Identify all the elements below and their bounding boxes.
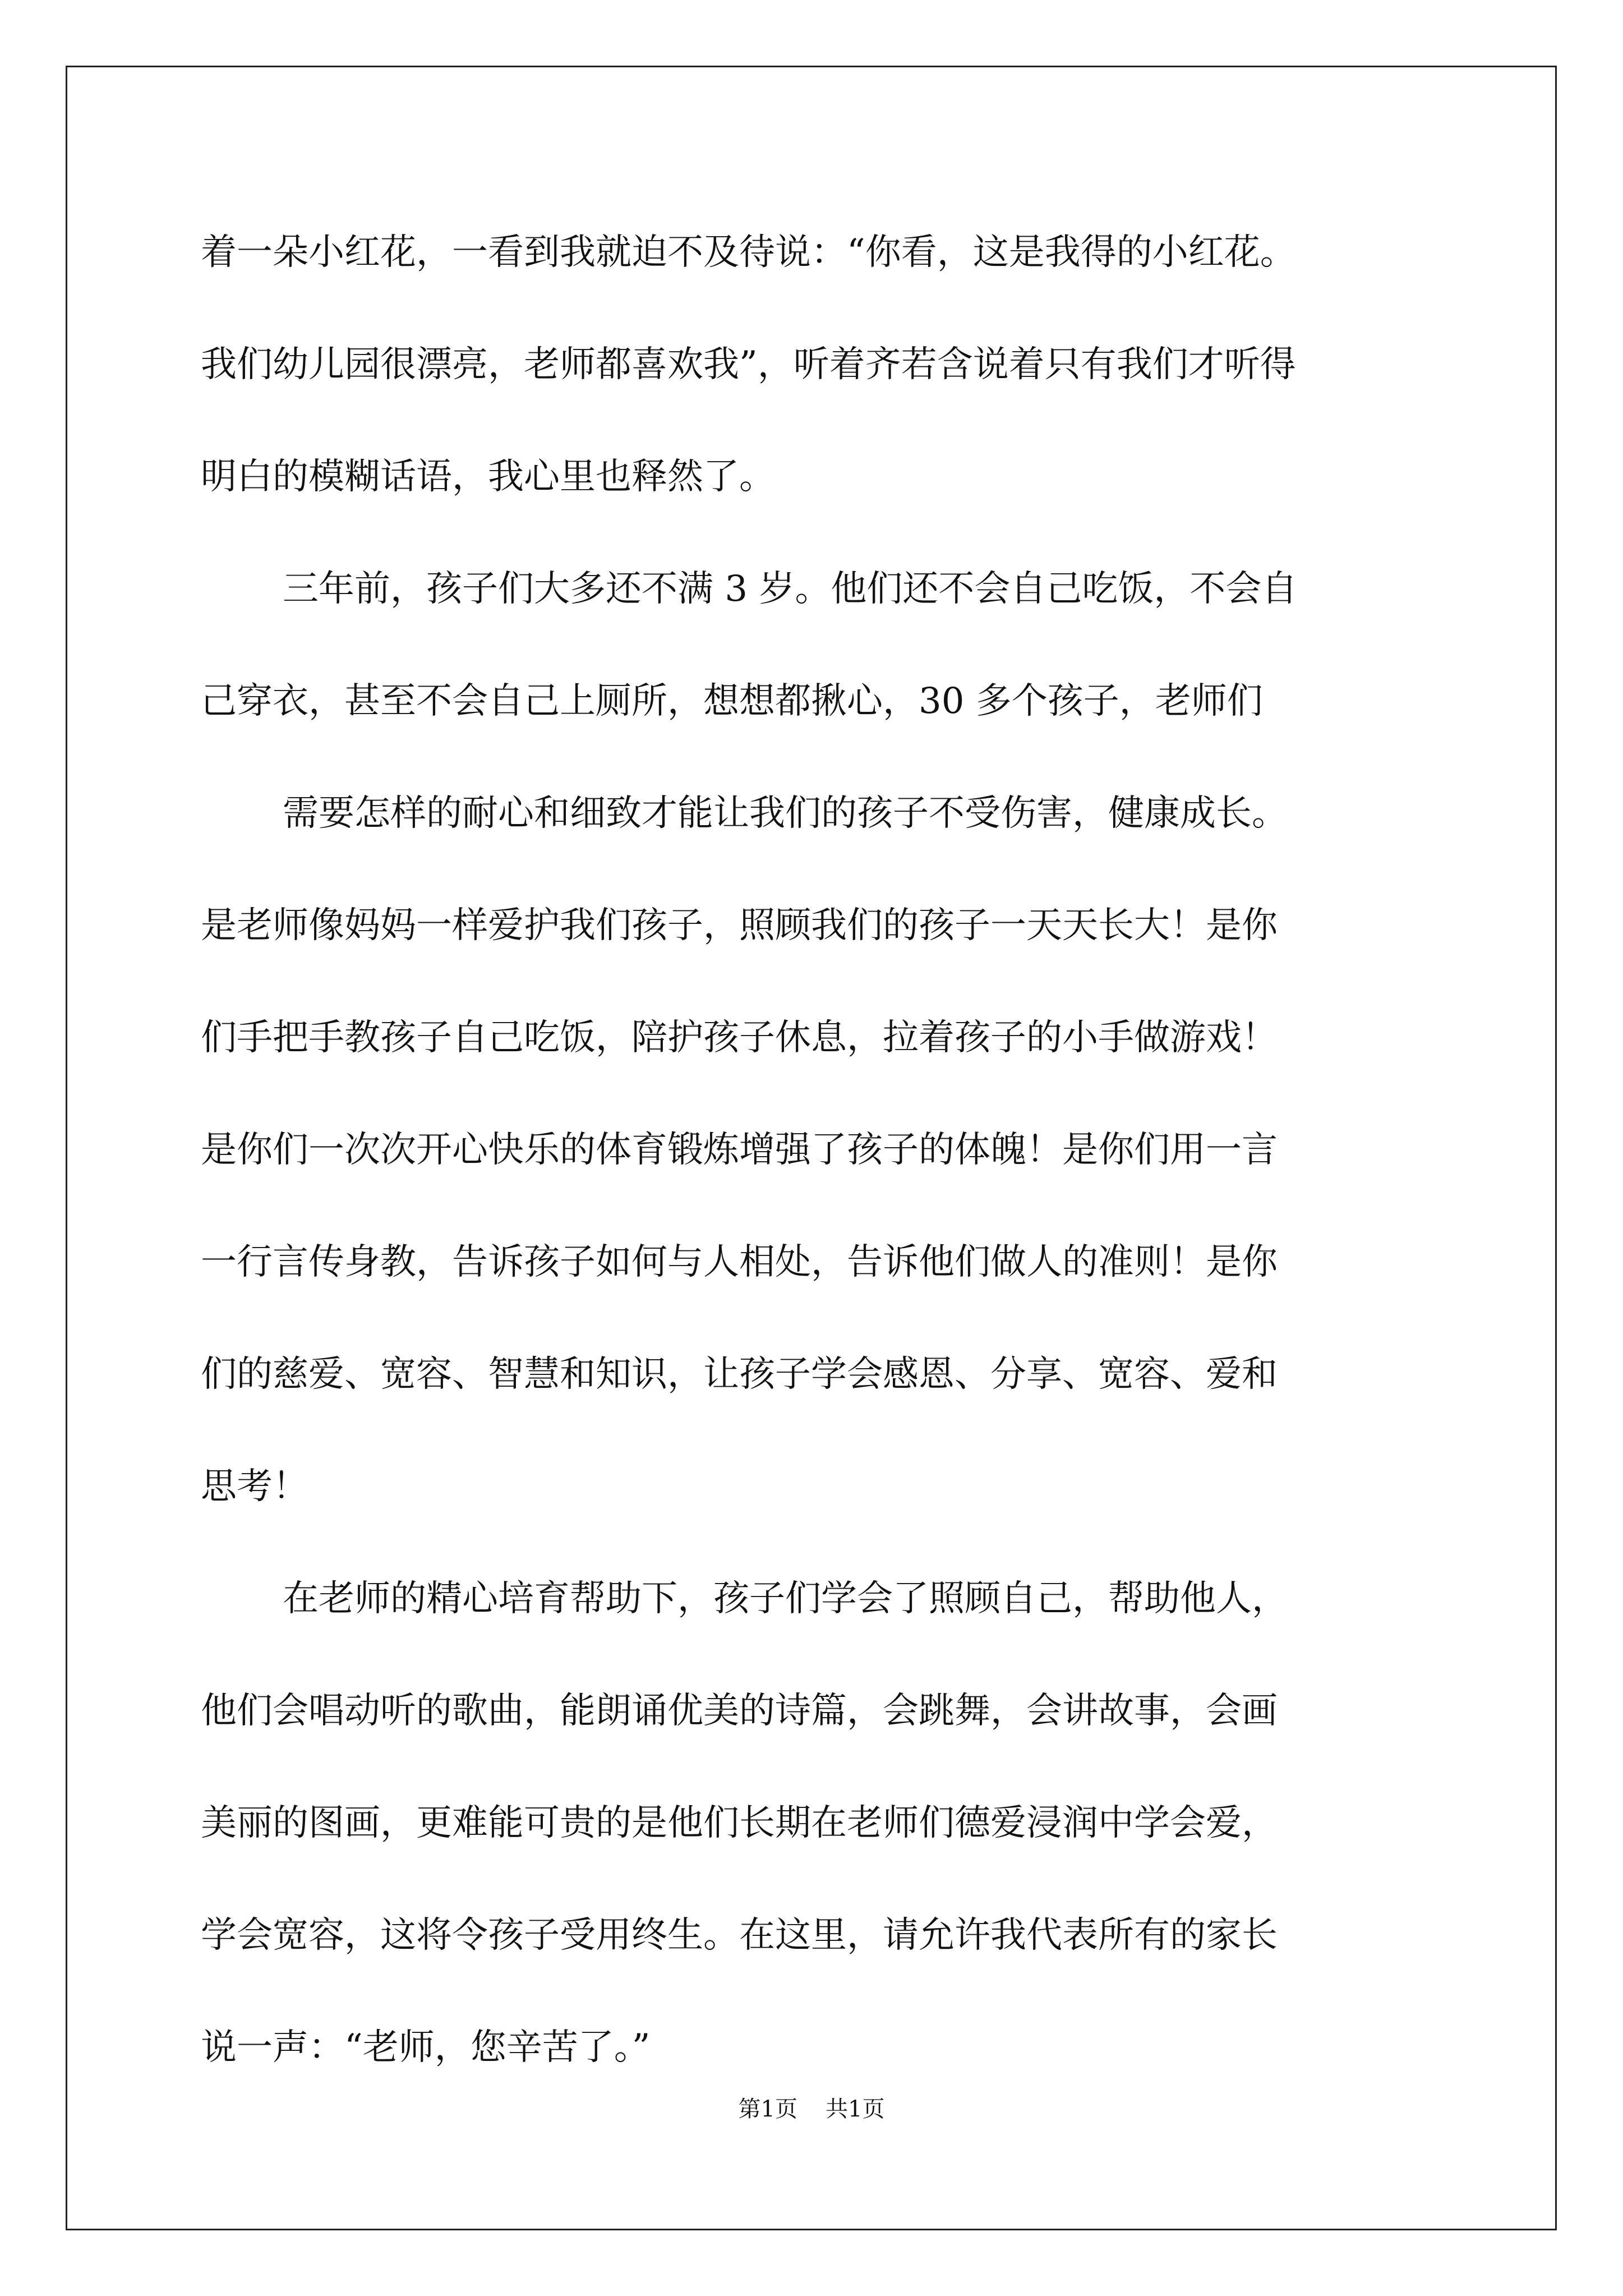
page-number: 第1页 <box>738 2096 797 2122</box>
paragraph-start-line: 需要怎样的耐心和细致才能让我们的孩子不受伤害，健康成长。 <box>283 793 1288 834</box>
text-line: 说一声：“老师，您辛苦了。” <box>201 2027 651 2068</box>
text-line: 他们会唱动听的歌曲，能朗诵优美的诗篇，会跳舞，会讲故事，会画 <box>201 1690 1278 1732</box>
paragraph-start-line: 在老师的精心培育帮助下，孩子们学会了照顾自己，帮助他人， <box>283 1578 1288 1619</box>
text-line: 们手把手教孩子自己吃饭，陪护孩子休息，拉着孩子的小手做游戏！ <box>201 1017 1278 1059</box>
paragraph-start-line: 三年前，孩子们大多还不满 3 岁。他们还不会自己吃饭，不会自 <box>283 568 1298 610</box>
text-line: 着一朵小红花，一看到我就迫不及待说：“你看，这是我得的小红花。 <box>201 232 1296 273</box>
page-footer <box>0 2092 1623 2126</box>
page-total: 共1页 <box>826 2096 885 2122</box>
text-line: 思考！ <box>201 1466 308 1507</box>
text-line: 是你们一次次开心快乐的体育锻炼增强了孩子的体魄！是你们用一言 <box>201 1129 1278 1171</box>
text-line: 学会宽容，这将令孩子受用终生。在这里，请允许我代表所有的家长 <box>201 1915 1278 1956</box>
text-line: 己穿衣，甚至不会自己上厕所，想想都揪心，30 多个孩子，老师们 <box>201 680 1263 722</box>
text-line: 们的慈爱、宽容、智慧和知识，让孩子学会感恩、分享、宽容、爱和 <box>201 1354 1278 1395</box>
text-line: 是老师像妈妈一样爱护我们孩子，照顾我们的孩子一天天长大！是你 <box>201 905 1278 946</box>
text-line: 一行言传身教，告诉孩子如何与人相处，告诉他们做人的准则！是你 <box>201 1241 1278 1283</box>
text-line: 美丽的图画，更难能可贵的是他们长期在老师们德爱浸润中学会爱， <box>201 1802 1278 1844</box>
text-line: 明白的模糊话语，我心里也释然了。 <box>201 456 775 498</box>
document-body <box>201 210 1479 2118</box>
text-line: 我们幼儿园很漂亮，老师都喜欢我”，听着齐若含说着只有我们才听得 <box>201 344 1296 385</box>
